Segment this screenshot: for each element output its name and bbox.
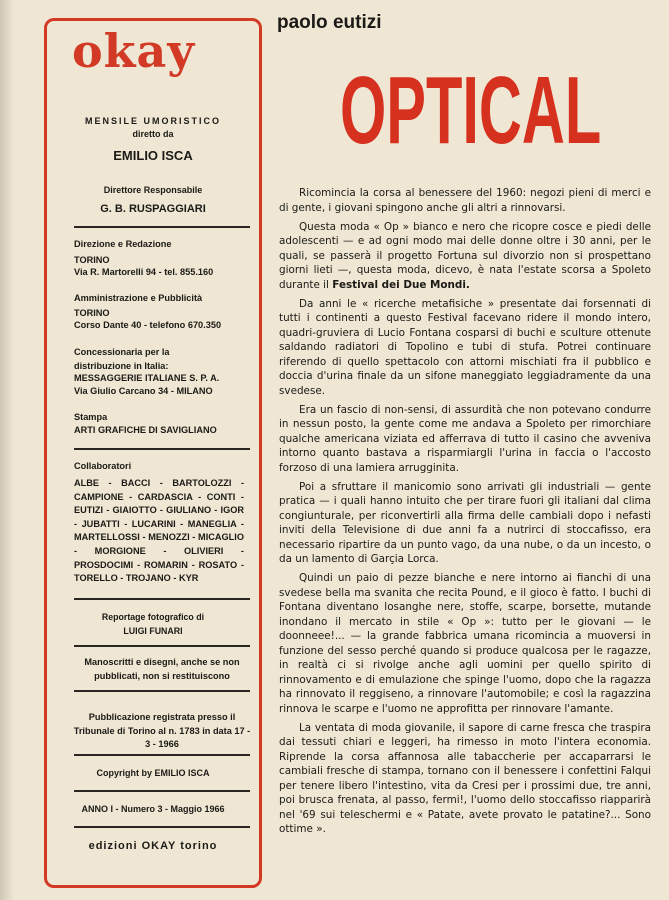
manoscritti-note: Manoscritti e disegni, anche se non pubblicati, non si restituiscono [84,657,240,681]
paragraph [279,220,651,293]
masthead-responsible: G. B. RUSPAGGIARI [100,203,206,215]
masthead-responsible-label: Direttore Responsabile [103,185,203,195]
registrazione-note: Pubblicazione registrata presso il Tribunale di Torino al n. 1783 in data 17 - 3 - 1966 [73,712,251,749]
page-gutter-shadow [0,0,14,900]
festival-name: Festival dei Due Mondi. [332,278,470,291]
okay-logo: okay [72,24,196,78]
divider [74,448,250,450]
amministrazione-address: Corso Dante 40 - telefono 670.350 [74,320,222,330]
publisher: edizioni OKAY torino [88,840,218,852]
masthead-directed-by: diretto da [132,129,174,139]
reportage-label: Reportage fotografico di [101,612,205,622]
redazione-address: Via R. Martorelli 94 - tel. 855.160 [74,267,214,277]
paragraph: Poi a sfruttare il manicomio sono arrivati gli industriali — gente pratica — i quali hanno intuito che per tirare fuori gli italiani dal clima congiunturale, per riconvertirli alla firma delle cambiali dopo i nefasti inviti della Televisione di due anni fa a nutrirci di stoccafisso, era necessario ripartire da un punto vago, da una nube, o da un incesto, o da un lamento di Garçia Lorca. [279,480,651,565]
paragraph: La ventata di moda giovanile, il sapore di carne fresca che traspira dai tessuti chiari e leggeri, ha rimesso in moto l'intera economia. Riprende la corsa affannosa alle tabaccherie per accaparrarsi le cambiali fresche di stampa, tornano con il benessere i confettini Falqui per tenere libero l'intestino, vita da Cresi per i prossimi due, tre anni, poi brusca frenata, al passo, fermi!, l'uomo dello stoccafisso riapparirà nel '69 sui teleschermi e « Patate, avete provato le patatine?... Sono ottime ». [279,721,651,835]
concessionaria-address: Via Giulio Carcano 34 - MILANO [74,386,213,396]
amministrazione-city: TORINO [74,308,110,318]
copyright: Copyright by EMILIO ISCA [96,768,210,778]
divider [74,645,250,647]
article-title: OPTICAL [340,57,602,164]
amministrazione-label: Amministrazione e Pubblicità [74,293,203,303]
article-body [279,186,651,841]
collaboratori-list: ALBE - BACCI - BARTOLOZZI - CAMPIONE - CARDASCIA - CONTI - EUTIZI - GIAIOTTO - GIULIANO - IGOR - JUBATTI - LUCARINI - MANEGLIA - MARTELLOSSI - MENOZZI - MICAGLIO - MORGIONE - OLIVIERI - PROSDOCIMI - ROMARIN - ROSATO - TORELLO - TROJANO - KYR [74,478,244,584]
paragraph: Quindi un paio di pezze bianche e nere intorno ai fianchi di una svedese bella ma svanita che recita Pound, e il gioco è fatto. I buchi di Fontana diventano losanghe nere, stoffe, scarpe, borsette, mutande inondano il mercato in stile « Op »: tutto per le giovani — le doonneee!... — la grande fabbrica umana ricomincia a muoversi in funzione del sesso perché quando si produce qualcosa per le ragazze, in realtà ci si rivolge anche agli uomini per quello spirito di rinnovamento e di emulazione che spinge l'uomo, dopo che la ragazza ha rinnovato il reggiseno, a rinnovare l'automobile; e così la ragazzina rinnova le scarpe e l'uomo ne approfitta per rinnovare l'amante. [279,572,651,715]
issue-info: ANNO I - Numero 3 - Maggio 1966 [81,804,225,814]
divider [74,826,250,828]
divider [74,690,250,692]
divider [74,754,250,756]
concessionaria-name: MESSAGGERIE ITALIANE S. P. A. [74,373,220,383]
paragraph-text: Questa moda « Op » bianco e nero che ricopre cosce e piedi delle adolescenti — e ad ogni modo mai delle donne oltre i 30 anni, per le quali, se passerà il progetto Fortuna sul divorzio non si prospettano giorni lieti —, questa moda, dicevo, è nata l'estate scorsa a Spoleto durante il [279,220,651,291]
reportage-name: LUIGI FUNARI [123,626,183,636]
stampa-label: Stampa [74,412,108,422]
stampa: ARTI GRAFICHE DI SAVIGLIANO [74,425,217,435]
paragraph: Da anni le « ricerche metafisiche » presentate dai forsennati di tutti i continenti a questo Festival facevano ridere il mondo intero, quadri-gruviera di Lucio Fontana cosparsi di buchi e sculture ottenute saldando radiatori di Topolino e tubi di stufa. Potrei continuare riferendo di quello spettacolo con attorni mischiati fra il pubblico e doccia d'urina finale da un sifone maneggiato leggiadramente da una svedese. [279,297,651,397]
masthead-director: EMILIO ISCA [113,148,193,163]
masthead-content [44,0,262,900]
divider [74,226,250,228]
redazione-label: Direzione e Redazione [74,239,172,249]
paragraph: Ricomincia la corsa al benessere del 1960: negozi pieni di merci e di gente, i giovani spingono anche gli altri a rinnovarsi. [279,187,651,214]
paragraph: Era un fascio di non-sensi, di assurdità che non potevano condurre in nessun posto, la gente come me andava a Spoleto per rimorchiare qualche americana viziata ed afferrava di tutto il casino che avveniva intorno quanto bastava a risparmiargli l'urina in faccia o l'accosto forzoso di una lamiera arrugginita. [279,403,651,474]
divider [74,598,250,600]
masthead-tagline: MENSILE UMORISTICO [84,116,221,126]
redazione-city: TORINO [74,255,110,265]
concessionaria-label: Concessionaria per la distribuzione in Italia: [74,347,170,371]
article-author: paolo eutizi [277,12,382,33]
collaboratori-label: Collaboratori [74,461,132,471]
divider [74,790,250,792]
